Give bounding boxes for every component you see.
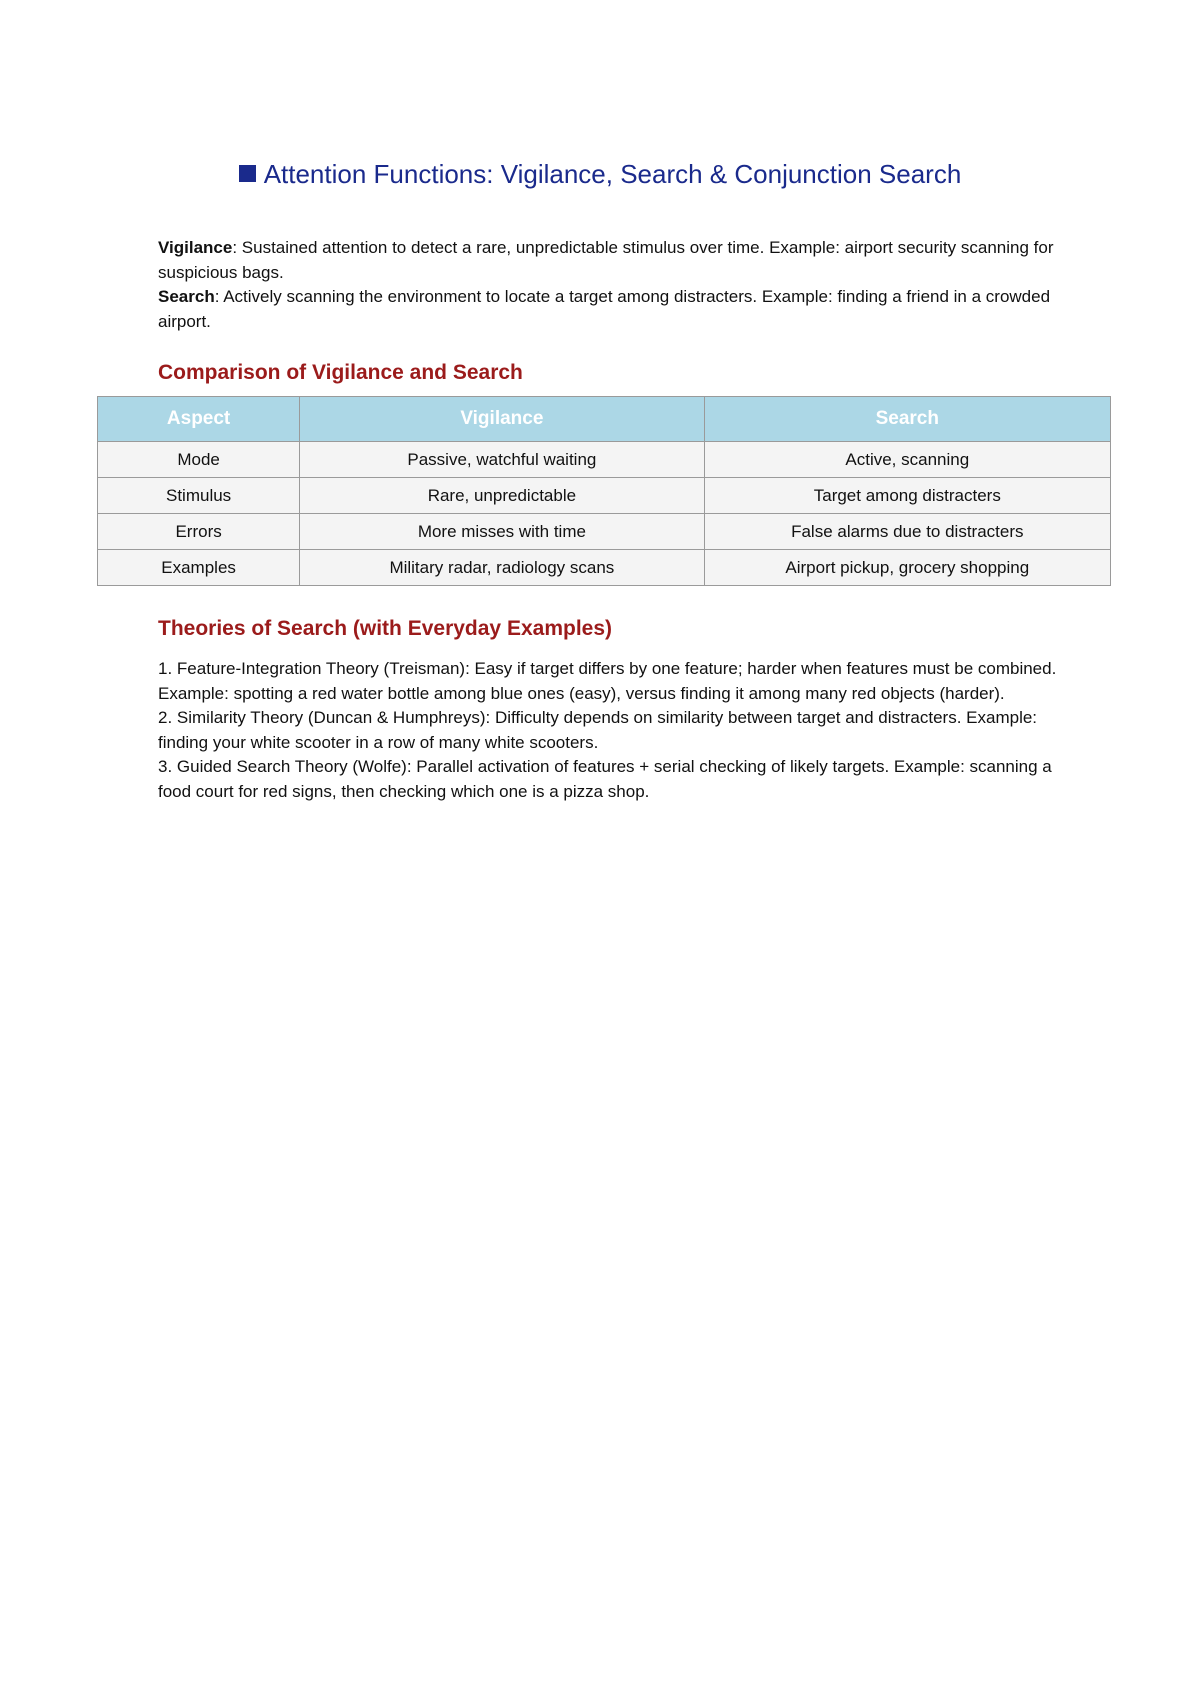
header-search: Search	[704, 397, 1110, 442]
page-title	[0, 156, 1200, 192]
list-item: 3. Guided Search Theory (Wolfe): Parallel activation of features + serial checking of likely targets. Example: scanning a food court for red signs, then checking which one is a pizza shop.	[158, 757, 1052, 801]
table-cell: Airport pickup, grocery shopping	[704, 550, 1110, 586]
table-cell: Examples	[98, 550, 300, 586]
table-cell: Mode	[98, 442, 300, 478]
table-cell: Errors	[98, 514, 300, 550]
table-cell: Stimulus	[98, 478, 300, 514]
list-item: 1. Feature-Integration Theory (Treisman): Easy if target differs by one feature; harder when features must be combined. Example: spotting a red water bottle among blue ones (easy), versus finding it among many red objects (harder).	[158, 659, 1057, 703]
table-cell: Active, scanning	[704, 442, 1110, 478]
search-term: Search	[158, 287, 215, 306]
table-row	[98, 550, 1111, 586]
table-cell: Passive, watchful waiting	[300, 442, 704, 478]
header-aspect: Aspect	[98, 397, 300, 442]
table-row	[98, 478, 1111, 514]
theories-list	[158, 657, 1058, 804]
table-row	[98, 514, 1111, 550]
vigilance-term: Vigilance	[158, 238, 233, 257]
table-cell: False alarms due to distracters	[704, 514, 1110, 550]
vigilance-text: : Sustained attention to detect a rare, unpredictable stimulus over time. Example: airport security scanning for suspicious bags.	[158, 238, 1054, 282]
header-vigilance: Vigilance	[300, 397, 704, 442]
theories-heading: Theories of Search (with Everyday Examples)	[158, 617, 613, 640]
table-cell: Rare, unpredictable	[300, 478, 704, 514]
table-cell: Military radar, radiology scans	[300, 550, 704, 586]
blue-square-icon	[239, 165, 256, 182]
vigilance-definition	[158, 236, 1058, 285]
search-definition	[158, 285, 1058, 334]
comparison-table	[97, 396, 1111, 586]
list-item: 2. Similarity Theory (Duncan & Humphreys): Difficulty depends on similarity between target and distracters. Example: finding your white scooter in a row of many white scooters.	[158, 708, 1038, 752]
intro-definitions	[158, 236, 1058, 334]
comparison-heading: Comparison of Vigilance and Search	[158, 361, 523, 384]
page-title-text: Attention Functions: Vigilance, Search & Conjunction Search	[263, 159, 962, 189]
table-row	[98, 442, 1111, 478]
table-cell: Target among distracters	[704, 478, 1110, 514]
table-cell: More misses with time	[300, 514, 704, 550]
search-text: : Actively scanning the environment to locate a target among distracters. Example: finding a friend in a crowded airport.	[158, 287, 1051, 331]
table-header-row	[98, 397, 1111, 442]
